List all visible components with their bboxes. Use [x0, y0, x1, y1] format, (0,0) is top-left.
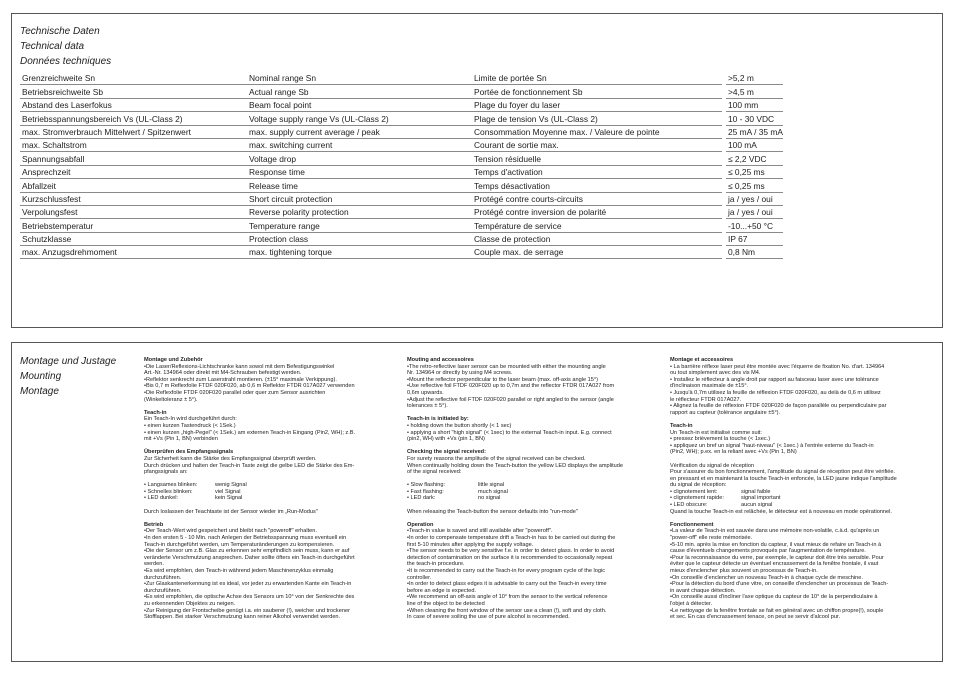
spec-label-fr: Courant de sortie max.: [472, 138, 722, 151]
text-line: before an edge is expected.: [407, 587, 477, 594]
text-line: mit +Vs (Pin 1, BN) verbinden: [144, 436, 218, 443]
spec-label-en: max. switching current: [247, 138, 472, 151]
text-line: pfangssignals an:: [144, 469, 188, 476]
text-line: •In order to compensate temperature drift a Teach-in has to be carried out during the: [407, 535, 616, 542]
text-line: •On conseille aussi d'incliner l'axe optique du capteur de 10° de la perpendiculaire à: [670, 594, 878, 601]
text-line: •Zur Reinigung der Frontscheibe genügt i.a. ein sauberer (!), weicher und trockener: [144, 607, 350, 614]
text-line: •The retro-reflective laser sensor can be mounted with either the mounting angle: [407, 363, 606, 370]
signal-meaning: no signal: [478, 495, 501, 502]
text-line: first 5-10 minutes after applying the supply voltage.: [407, 541, 534, 548]
text-line: Teach-in durchgeführt werden, um Temperaturänderungen zu kompensieren.: [144, 541, 335, 548]
spacer: [144, 403, 392, 410]
text-line: zu erkennenden Objektes zu neigen.: [144, 600, 236, 607]
signal-state: • clignotement rapide:: [670, 495, 724, 502]
signal-pair: [144, 489, 392, 496]
spec-label-de: Betriebsreichweite Sb: [20, 85, 247, 98]
text-line: •When cleaning the front window of the sensor use a clean (!), soft and dry cloth.: [407, 607, 607, 614]
section-title: Montage und Zubehör: [144, 357, 203, 363]
signal-pair: [407, 495, 655, 502]
spacer: [407, 410, 655, 417]
text-line: Zur Sicherheit kann die Stärke des Empfangssignal überprüft werden.: [144, 455, 317, 462]
spec-value: 10 - 30 VDC: [726, 112, 783, 125]
text-line: •It is recommended to carry out the Teach-in for every program cycle of the logic: [407, 568, 606, 574]
spec-row: [20, 205, 783, 218]
spec-label-en: Protection class: [247, 232, 472, 245]
heading-fr: Données techniques: [20, 56, 112, 67]
spec-label-fr: Temps d'activation: [472, 165, 722, 178]
technical-data-panel: [11, 13, 943, 328]
section-title: Betrieb: [144, 521, 164, 528]
text-line: Vérification du signal de réception: [670, 462, 754, 469]
text-line: detection of contamination on the surface it is recommended to occasionally repeat: [407, 554, 613, 561]
spec-label-de: Schutzklasse: [20, 232, 247, 245]
section-title: Operation: [407, 521, 434, 528]
signal-state: • LED dark:: [407, 495, 436, 502]
signal-pair: [670, 489, 918, 496]
spec-row: [20, 179, 783, 192]
section-title: Teach-in is initiated by:: [407, 416, 469, 423]
text-line: •Zur Glaskantenerkennung ist es ideal, vor jeder zu erwartenden Kante ein Teach-in: [144, 581, 352, 588]
spec-table: [20, 72, 783, 259]
spec-row: [20, 112, 783, 125]
text-line: •In den ersten 5 - 10 Min. nach Anlegen der Betriebsspannung muss eventuell ein: [144, 535, 347, 542]
text-line: (Pin2, WH); p.ex. en la reliant avec +Vs (Pin 1, BN): [670, 449, 797, 456]
spec-value: ≤ 0,25 ms: [726, 179, 783, 192]
signal-state: • Langsames blinken:: [144, 482, 198, 489]
spec-label-en: Response time: [247, 165, 472, 178]
spec-label-fr: Consommation Moyenne max. / Valeure de pointe: [472, 125, 722, 138]
spec-label-de: Abstand des Laserfokus: [20, 98, 247, 111]
spec-label-fr: Classe de protection: [472, 232, 722, 245]
spec-value: 25 mA / 35 mA: [728, 126, 783, 137]
text-line: Pour s'assurer du bon fonctionnement, l'amplitude du signal de réception peut être vérifiée.: [670, 469, 896, 476]
text-line: (Winkeltoleranz ± 5°).: [144, 396, 198, 403]
text-line: •Mount the reflector perpendicular to the laser beam (max. off-axis angle 15°): [407, 376, 598, 383]
signal-meaning: little signal: [478, 482, 505, 489]
text-line: • einen kurzen Tastendruck (< 1Sek.): [144, 422, 236, 429]
spec-label-de: Spannungsabfall: [20, 152, 247, 165]
text-line: For surety reasons the amplitude of the signal received can be checked.: [407, 455, 586, 462]
text-line: • holding down the button shortly (< 1 sec): [407, 422, 512, 429]
text-line: the teach-in procedure.: [407, 561, 465, 568]
text-line: • pressez brièvement la touche (< 1sec.): [670, 436, 771, 443]
spec-label-de: max. Anzugsdrehmoment: [20, 246, 247, 259]
signal-meaning: much signal: [478, 488, 508, 495]
spec-label-fr: Plage du foyer du laser: [472, 98, 722, 111]
spec-row: [20, 165, 783, 178]
text-line: •Es wird empfohlen, den Teach-in während jedem Maschinenzyklus einmalig: [144, 568, 334, 574]
text-line: •Die der Sensor um z.B. Glas zu erkennen sehr empfindlich sein muss, kann er auf: [144, 548, 350, 555]
spec-value: ja / yes / oui: [726, 192, 783, 205]
spec-row: [20, 192, 783, 205]
text-line: of the signal received:: [407, 469, 462, 476]
spec-label-de: Kurzschlussfest: [20, 192, 247, 205]
text-line: controller.: [407, 574, 432, 581]
text-line: veränderte Verschmutzung ansprechen. Daher sollte öfters ein Teach-in durchgeführt: [144, 554, 355, 561]
text-line: •Bis 0,7 m Reflexfolie FTDF 020F020, ab 0,6 m Reflektor FTDR 017A027 verwenden: [144, 383, 355, 390]
spacer: [144, 502, 392, 509]
text-line: Nr. 134964 or directly by using M4 screws.: [407, 370, 513, 377]
spacer: [670, 456, 918, 463]
spec-row: [20, 98, 783, 111]
signal-pair: [670, 495, 918, 502]
signal-state: • Schnelles blinken:: [144, 488, 193, 495]
spec-row: [20, 85, 783, 98]
text-line: •Pour la reconnaissance du verre, par exemple, le capteur doit être très sensible. Pour: [670, 554, 884, 561]
signal-pair: [670, 502, 918, 509]
spec-label-de: Betriebstemperatur: [20, 219, 247, 232]
spec-value: >5,2 m: [726, 72, 783, 85]
mounting-heading: [20, 354, 116, 399]
text-line: • La barrière réflexe laser peut être montée avec l'équerre de fixation No. d'art. 134964: [670, 363, 885, 370]
signal-state: • Slow flashing:: [407, 482, 446, 489]
text-line: •Die Laser/Reflexions-Lichtschranke kann sowol mit dem Befestigungswinkel: [144, 363, 335, 370]
signal-pair: [144, 482, 392, 489]
spec-label-de: Ansprechzeit: [20, 165, 247, 178]
spec-label-de: Abfallzeit: [20, 179, 247, 192]
spacer: [407, 443, 655, 450]
spec-label-fr: Température de service: [472, 219, 722, 232]
spec-row: [20, 152, 783, 165]
text-line: rapport au capteur (tolérance angulaire ±5°).: [670, 409, 781, 416]
signal-pair: [407, 489, 655, 496]
spec-table-body: [20, 72, 783, 259]
spacer: [407, 476, 655, 483]
spec-label-en: Voltage supply range Vs (UL-Class 2): [247, 112, 472, 125]
mounting-text-en: [407, 357, 655, 621]
spec-value: -10...+50 °C: [726, 219, 783, 232]
spec-value: 100 mA: [726, 138, 783, 151]
signal-state: • LED obscure:: [670, 502, 708, 509]
text-line: l'objet à détecter.: [670, 600, 713, 607]
text-line: Stofflappen. Bei starker Verschmutzung kann reiner Alkohol verwendet werden.: [144, 614, 341, 621]
text-line: d'inclinaison maximale de ±15°.: [670, 383, 749, 390]
signal-pair: [144, 495, 392, 502]
text-line: • einen kurzen „high-Pegel" (< 1Sek.) am externen Teach-in Eingang (Pin2, WH); z.B.: [144, 429, 356, 436]
text-line: le réflecteur FTDR 017A027.: [670, 396, 742, 403]
text-line: (pin2, WH) with +Vs (pin 1, BN): [407, 436, 485, 443]
spacer: [670, 416, 918, 423]
signal-pair: [407, 482, 655, 489]
spec-value: ja / yes / oui: [726, 205, 783, 218]
text-line: werden.: [144, 561, 164, 568]
signal-state: • LED dunkel:: [144, 495, 178, 502]
spacer: [144, 476, 392, 483]
text-line: en pressant et en maintenant la touche Teach-in enfoncée, la LED jaune indique l'amplitude: [670, 475, 897, 482]
heading-en: Technical data: [20, 41, 85, 52]
spacer: [670, 515, 918, 522]
section-title: Checking the signal received:: [407, 449, 486, 456]
heading-en: Mounting: [20, 371, 62, 382]
mounting-panel: [11, 342, 943, 662]
text-line: éviter que le capteur détecte un éventuel encrassement de la fenêtre frontale, il vaut: [670, 561, 879, 568]
technical-data-heading: [20, 24, 111, 69]
text-line: cause d'éventuels changements provoqués par l'augmentation de température.: [670, 548, 866, 555]
text-line: • applying a short "high signal" (< 1sec) to the external Teach-in input. E.g. connect: [407, 429, 612, 436]
text-line: •In order to detect glass edges it is advisable to carry out the Teach-in every time: [407, 581, 607, 588]
text-line: Un Teach-in est initialisé comme suit:: [670, 429, 762, 436]
spec-row: [20, 72, 783, 85]
text-line: tolerances ± 5°).: [407, 403, 448, 410]
text-line: •Adjust the reflective foil FTDF 020F020 parallel or right angled to the sensor (angle: [407, 396, 614, 403]
spec-label-fr: Couple max. de serrage: [472, 246, 722, 259]
spec-label-fr: Tension résiduelle: [472, 152, 722, 165]
section-title: Teach-in: [144, 409, 167, 416]
text-line: •Reflektor senkrecht zum Laserstrahl montieren. (±15° maximale Verkippung).: [144, 376, 337, 383]
spec-label-en: Nominal range Sn: [247, 72, 472, 85]
text-line: •Pour la détection du bord d'une vitre, on conseille d'enclencher un processus de Teach-: [670, 581, 889, 588]
text-line: et sec. En cas d'encrassement tenace, on peut se servir d'alcool pur.: [670, 614, 841, 621]
text-line: • appliquez un bref un signal "haut-niveau" (< 1sec.) à l'entrée externe du Teach-in: [670, 442, 874, 449]
spec-row: [20, 125, 783, 138]
text-line: Durch loslassen der Teachtaste ist der Sensor wieder im „Run-Modus": [144, 508, 318, 515]
spec-label-en: Actual range Sb: [247, 85, 472, 98]
signal-meaning: kein Signal: [215, 495, 243, 502]
spec-row: [20, 138, 783, 151]
text-line: •On conseille d'enclencher un nouveau Teach-in à chaque cycle de meschine.: [670, 574, 863, 581]
text-line: durchzuführen.: [144, 574, 182, 581]
text-line: •Le nettoyage de la fenêtre frontale se fait en général avec un chiffon propre(!), souple: [670, 607, 884, 614]
text-line: line of the object to be detected: [407, 600, 485, 607]
signal-meaning: signal important: [741, 495, 781, 502]
text-line: When releasing the Teach-button the sensor defaults into "run-mode": [407, 508, 578, 515]
spec-label-de: max. Stromverbrauch Mittelwert / Spitzenwert: [20, 125, 247, 138]
spec-label-en: max. tightening torque: [247, 246, 472, 259]
spec-value: 0,8 Nm: [726, 246, 783, 259]
spacer: [407, 515, 655, 522]
spec-value: IP 67: [726, 232, 783, 245]
text-line: Quand la touche Teach-in est relâchée, le détecteur est à nouveau en mode opérationnel.: [670, 508, 892, 515]
spec-label-en: max. supply current average / peak: [247, 125, 472, 138]
mounting-text-fr: [670, 357, 918, 621]
section-title: Montage et accessoires: [670, 357, 734, 363]
text-line: • Installez le réflecteur à angle droit par rapport au faisceau laser avec une tolérance: [670, 376, 879, 383]
signal-meaning: viel Signal: [215, 488, 241, 495]
spec-label-en: Reverse polarity protection: [247, 205, 472, 218]
spec-label-en: Beam focal point: [247, 98, 472, 111]
text-line: "power-off" elle reste mémorisée.: [670, 535, 753, 542]
text-line: ou tout simplement avec des vis M4.: [670, 370, 761, 377]
spacer: [407, 502, 655, 509]
spec-value: ≤ 0,25 ms: [726, 165, 783, 178]
heading-de: Technische Daten: [20, 26, 100, 37]
spec-label-en: Release time: [247, 179, 472, 192]
text-line: in avant chaque détection.: [670, 587, 736, 594]
signal-meaning: signal faible: [741, 488, 771, 495]
spec-label-fr: Limite de portée Sn: [472, 72, 722, 85]
spec-label-en: Temperature range: [247, 219, 472, 232]
section-title: Überprüfen des Empfangssignals: [144, 449, 234, 456]
spec-label-de: Betriebsspannungsbereich Vs (UL-Class 2): [20, 112, 247, 125]
spec-label-fr: Portée de fonctionnement Sb: [472, 85, 722, 98]
spec-label-fr: Protégé contre inversion de polarité: [472, 205, 722, 218]
text-line: •We recommend an off-axis angle of 10° from the sensor to the vertical reference: [407, 594, 608, 601]
text-line: •Die Reflexfolie FTDF 020F020 parallel oder quer zum Sensor ausrichten: [144, 389, 326, 396]
spec-value: 100 mm: [726, 98, 783, 111]
section-title: Fonctionnement: [670, 521, 714, 528]
mounting-text-de: [144, 357, 392, 621]
text-line: When continually holding down the Teach-button the yellow LED displays the amplitude: [407, 462, 624, 469]
text-line: • Jusqu'à 0,7m utilisez la feuille de réflexion FTDF 020F020, au delà de 0,6 m utilisez: [670, 389, 881, 396]
signal-state: • Fast flashing:: [407, 488, 444, 495]
text-line: •Use reflective foil FTDF 020F020 up to 0,7m and the reflector FTDR 017A027 from: [407, 383, 615, 390]
text-line: 0,6m upwards.: [407, 389, 444, 396]
spec-label-fr: Plage de tension Vs (UL-Class 2): [472, 112, 722, 125]
text-line: du signal de réception:: [670, 482, 727, 489]
text-line: mieux d'enclencher plus souvent un processus de Teach-in.: [670, 568, 818, 574]
text-line: Durch drücken und halten der Teach-in Taste zeigt die gelbe LED die Stärke des Em-: [144, 462, 355, 469]
section-title: Teach-in: [670, 422, 693, 429]
signal-meaning: wenig Signal: [215, 482, 247, 489]
spec-label-de: Grenzreichweite Sn: [20, 72, 247, 85]
text-line: •5-10 min. après la mise en fonction du capteur, il vaut mieux de refaire un Teach-in à: [670, 541, 882, 548]
text-line: •La valeur de Teach-in est sauvée dans une mémoire non-volatile, c.à.d. qu'après un: [670, 528, 880, 535]
signal-state: • clignotement lent:: [670, 488, 718, 495]
spec-row: [20, 232, 783, 245]
spec-label-fr: Temps désactivation: [472, 179, 722, 192]
text-line: In case of severe soiling the use of pure alcohol is recommended.: [407, 614, 570, 621]
heading-de: Montage und Justage: [20, 356, 117, 367]
signal-meaning: aucun signal: [741, 502, 773, 509]
text-line: • Alignez la feuille de réflexion FTDF 020F020 de façon parallèle ou perpendiculaire par: [670, 403, 887, 410]
spec-label-en: Voltage drop: [247, 152, 472, 165]
section-title: Mouting and accessoires: [407, 357, 474, 363]
text-line: durchzuführen.: [144, 587, 182, 594]
spec-label-fr: Protégé contre courts-circuits: [472, 192, 722, 205]
heading-fr: Montage: [20, 386, 59, 397]
text-line: •Teach-in value is saved and still available after "poweroff".: [407, 528, 553, 535]
spec-row: [20, 219, 783, 232]
text-line: Art.-Nr. 134964 oder direkt mit M4-Schrauben befestigt werden.: [144, 370, 302, 377]
spec-row: [20, 246, 783, 259]
spec-value: ≤ 2,2 VDC: [726, 152, 783, 165]
text-line: •Der Teach-Wert wird gespeichert und bleibt nach "poweroff" erhalten.: [144, 528, 317, 535]
text-line: •The sensor needs to be very sensitive f.e. in order to detect glass. In order to avoid: [407, 548, 615, 555]
text-line: Ein Teach-In wird durchgeführt durch:: [144, 416, 237, 423]
spec-label-de: Verpolungsfest: [20, 205, 247, 218]
spacer: [144, 515, 392, 522]
spec-value: >4,5 m: [726, 85, 783, 98]
spec-label-de: max. Schaltstrom: [20, 138, 247, 151]
text-line: •Es wird empfohlen, die optische Achse des Sensors um 10° von der Senkrechte des: [144, 594, 355, 601]
spec-label-en: Short circuit protection: [247, 192, 472, 205]
